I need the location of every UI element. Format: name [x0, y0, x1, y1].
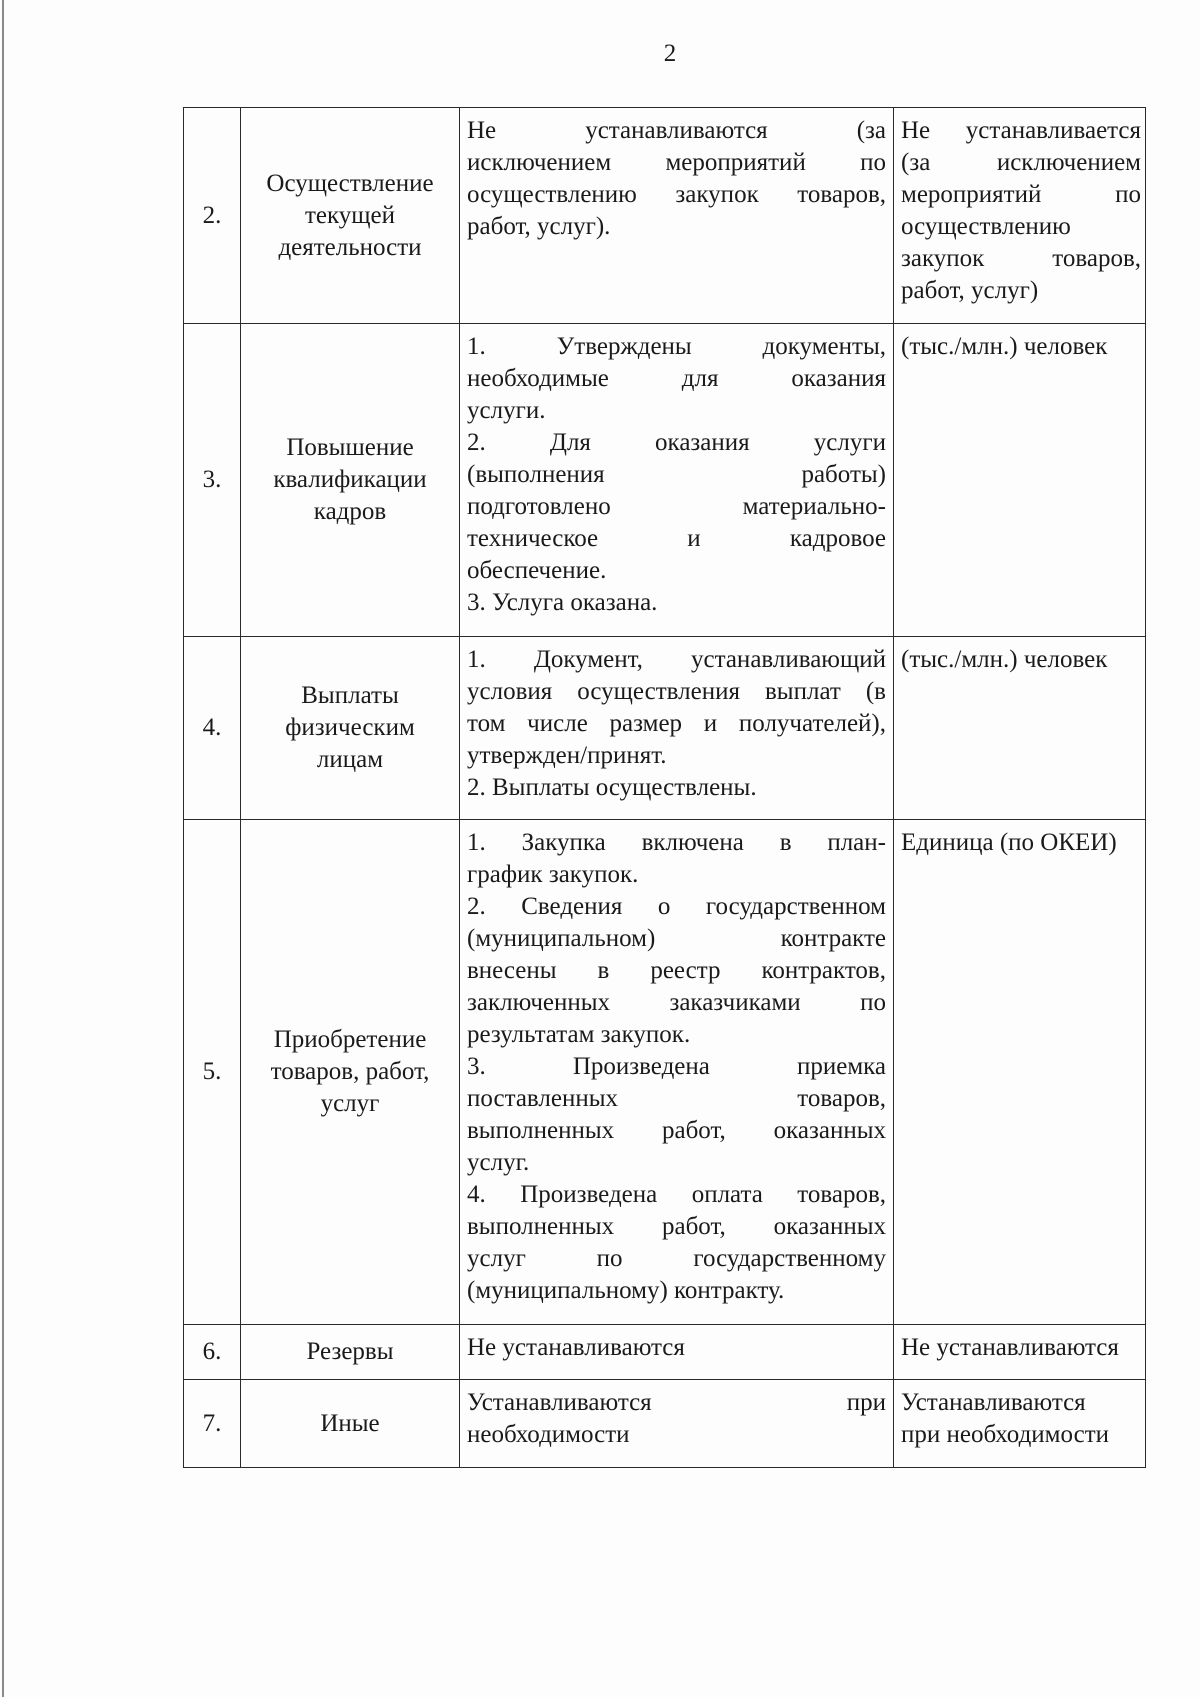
row-unit-cell: [894, 324, 1146, 637]
row-name-line: физическим: [285, 714, 415, 741]
row-name-cell: [241, 324, 460, 637]
row-unit-cell: [894, 1325, 1146, 1380]
description-line: утвержден/принят.: [467, 742, 667, 769]
row-description-cell: [460, 1380, 894, 1468]
description-line: график закупок.: [467, 861, 639, 888]
description-line: услуг.: [467, 1149, 530, 1176]
row-description-cell: [460, 820, 894, 1325]
row-description-cell: [460, 1325, 894, 1380]
row-description-cell: [460, 637, 894, 820]
description-line: том числе размер и получателей),: [467, 710, 886, 737]
description-line: условия осуществления выплат (в: [467, 678, 886, 705]
table-row: [184, 108, 1146, 324]
row-unit-cell: [894, 637, 1146, 820]
description-line: заключенных заказчиками по: [467, 989, 886, 1016]
description-line: Не устанавливаются (за: [467, 117, 886, 144]
description-line: 1. Закупка включена в план-: [467, 829, 886, 856]
row-number-cell: 4.: [184, 637, 241, 820]
table-row: [184, 637, 1146, 820]
description-line: 3. Услуга оказана.: [467, 589, 658, 616]
description-line: услуги.: [467, 397, 546, 424]
row-description-cell: [460, 324, 894, 637]
row-name-line: товаров, работ,: [270, 1058, 430, 1085]
description-line: внесены в реестр контрактов,: [467, 957, 886, 984]
row-name-cell: [241, 820, 460, 1325]
unit-line: работ, услуг): [901, 277, 1039, 304]
row-description-cell: [460, 108, 894, 324]
description-line: 1. Утверждены документы,: [467, 333, 886, 360]
unit-line: Не устанавливаются: [901, 1334, 1119, 1361]
unit-line: Единица (по ОКЕИ): [901, 829, 1117, 856]
description-line: осуществлению закупок товаров,: [467, 181, 886, 208]
row-name-line: Выплаты: [301, 682, 399, 709]
description-line: техническое и кадровое: [467, 525, 886, 552]
row-name-cell: [241, 1380, 460, 1468]
table-body: [184, 108, 1146, 1468]
description-line: 2. Выплаты осуществлены.: [467, 774, 757, 801]
row-name-line: деятельности: [278, 233, 422, 261]
description-line: 4. Произведена оплата товаров,: [467, 1181, 886, 1208]
table-row: [184, 324, 1146, 637]
table-row: [184, 1325, 1146, 1380]
unit-line: осуществлению: [901, 213, 1071, 240]
description-line: 2. Для оказания услуги: [467, 429, 886, 456]
row-number-cell: 7.: [184, 1380, 241, 1468]
description-line: поставленных товаров,: [467, 1085, 886, 1112]
row-name-line: лицам: [316, 746, 384, 773]
description-line: необходимости: [467, 1421, 630, 1448]
row-name-cell: [241, 108, 460, 324]
row-unit-cell: [894, 820, 1146, 1325]
row-name-line: Осуществление: [266, 169, 434, 197]
unit-line: (тыс./млн.) человек: [901, 646, 1108, 673]
description-line: исключением мероприятий по: [467, 149, 886, 176]
description-line: Не устанавливаются: [467, 1334, 685, 1361]
description-line: выполненных работ, оказанных: [467, 1117, 886, 1144]
unit-line: при необходимости: [901, 1421, 1110, 1448]
row-name-line: текущей: [304, 201, 396, 229]
unit-line: (за исключением: [901, 149, 1141, 176]
description-line: выполненных работ, оказанных: [467, 1213, 886, 1240]
description-line: 2. Сведения о государственном: [467, 893, 886, 920]
description-line: (муниципальному) контракту.: [467, 1277, 785, 1304]
row-name-line: Повышение: [286, 434, 414, 461]
description-line: (муниципальном) контракте: [467, 925, 886, 952]
row-number-cell: 6.: [184, 1325, 241, 1380]
table-row: [184, 1380, 1146, 1468]
description-line: 3. Произведена приемка: [467, 1053, 886, 1080]
description-line: результатам закупок.: [467, 1021, 691, 1048]
row-name-line: Приобретение: [273, 1026, 427, 1053]
row-name-cell: [241, 1325, 460, 1380]
unit-line: Не устанавливается: [901, 117, 1141, 144]
row-unit-cell: [894, 1380, 1146, 1468]
unit-line: закупок товаров,: [901, 245, 1141, 272]
description-line: услуг по государственному: [467, 1245, 886, 1272]
description-line: 1. Документ, устанавливающий: [467, 646, 886, 673]
table-row: [184, 820, 1146, 1325]
description-line: обеспечение.: [467, 557, 607, 584]
unit-line: мероприятий по: [901, 181, 1141, 208]
scan-edge-line: [2, 0, 4, 1697]
page-number: 2: [663, 40, 677, 67]
measures-table: [183, 107, 1146, 1468]
row-name-line: Резервы: [306, 1338, 394, 1365]
row-number-cell: 5.: [184, 820, 241, 1325]
row-name-line: кадров: [313, 498, 387, 525]
row-unit-cell: [894, 108, 1146, 324]
description-line: необходимые для оказания: [467, 365, 886, 392]
description-line: подготовлено материально-: [467, 493, 886, 520]
unit-line: (тыс./млн.) человек: [901, 333, 1108, 360]
row-name-line: Иные: [320, 1409, 380, 1437]
unit-line: Устанавливаются: [901, 1389, 1086, 1416]
row-name-line: услуг: [320, 1090, 380, 1117]
row-number-cell: 2.: [184, 108, 241, 324]
row-name-cell: [241, 637, 460, 820]
row-name-line: квалификации: [273, 466, 427, 493]
description-line: Устанавливаются при: [467, 1389, 886, 1416]
description-line: (выполнения работы): [467, 461, 886, 488]
row-number-cell: 3.: [184, 324, 241, 637]
description-line: работ, услуг).: [467, 213, 611, 240]
